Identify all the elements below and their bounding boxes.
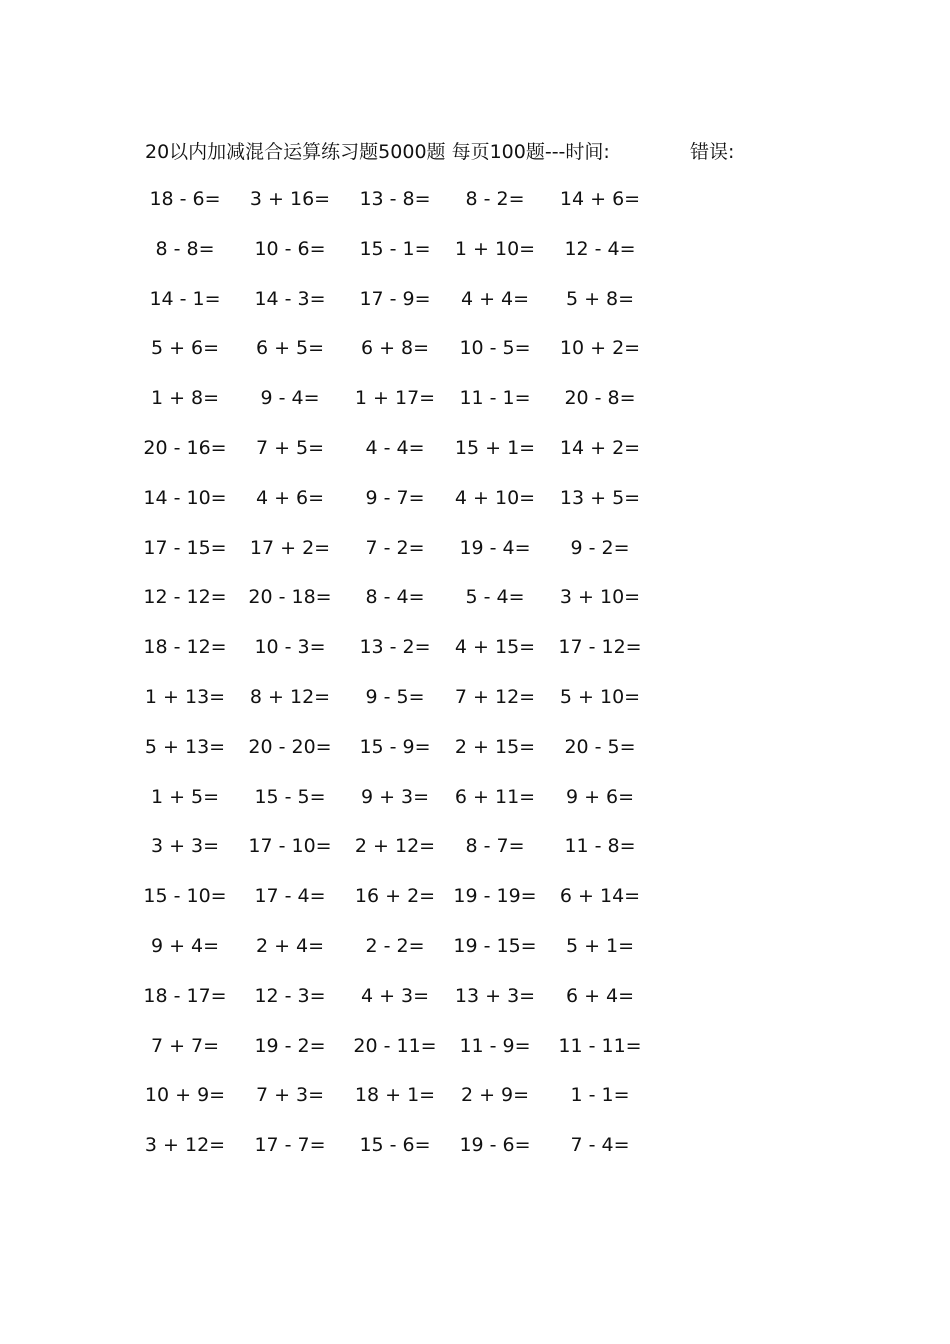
- problem-cell: 19 - 6=: [459, 1134, 531, 1157]
- problem-row: [145, 1081, 665, 1131]
- problem-row: [145, 1131, 665, 1181]
- problem-cell: 13 + 5=: [559, 486, 641, 509]
- problem-cell: 4 + 15=: [454, 636, 536, 659]
- problem-cell: 8 - 7=: [465, 835, 525, 858]
- problem-row: [145, 484, 665, 534]
- problem-row: [145, 932, 665, 982]
- problem-row: [145, 1032, 665, 1082]
- problem-cell: 7 - 4=: [570, 1134, 630, 1157]
- problem-cell: 6 + 4=: [565, 984, 635, 1007]
- problem-cell: 12 - 4=: [564, 237, 636, 260]
- problem-row: [145, 534, 665, 584]
- problem-cell: 15 + 1=: [454, 436, 536, 459]
- problem-cell: 20 - 16=: [143, 436, 227, 459]
- problem-cell: 14 - 3=: [254, 287, 326, 310]
- problem-cell: 8 - 2=: [465, 188, 525, 210]
- problem-row: [145, 285, 665, 335]
- problem-cell: 11 - 1=: [459, 387, 531, 410]
- problem-row: [145, 832, 665, 882]
- problem-row: [145, 783, 665, 833]
- problem-cell: 10 + 9=: [144, 1084, 226, 1107]
- problem-cell: 5 + 6=: [150, 337, 220, 360]
- problem-cell: 11 - 8=: [564, 835, 636, 858]
- problem-cell: 10 - 3=: [254, 636, 326, 659]
- problem-cell: 6 + 8=: [360, 337, 430, 360]
- problem-row: [145, 633, 665, 683]
- problem-cell: 9 + 6=: [565, 785, 635, 808]
- problem-cell: 15 - 6=: [359, 1134, 431, 1157]
- problem-cell: 17 + 2=: [249, 536, 331, 559]
- problem-cell: 14 + 2=: [559, 436, 641, 459]
- problem-cell: 10 - 5=: [459, 337, 531, 360]
- problem-cell: 10 + 2=: [559, 337, 641, 360]
- problem-cell: 17 - 15=: [143, 536, 227, 559]
- problem-cell: 7 + 5=: [255, 436, 325, 459]
- problem-cell: 9 - 2=: [570, 536, 630, 559]
- problem-row: [145, 583, 665, 633]
- problem-cell: 1 + 10=: [454, 237, 536, 260]
- problem-cell: 18 - 17=: [143, 984, 227, 1007]
- problem-cell: 9 - 4=: [260, 387, 320, 410]
- problem-cell: 3 + 10=: [559, 586, 641, 609]
- worksheet-title: 20以内加减混合运算练习题5000题 每页100题---时间:: [145, 141, 610, 163]
- problem-row: [145, 235, 665, 285]
- problem-cell: 7 - 2=: [365, 536, 425, 559]
- problem-cell: 7 + 3=: [255, 1084, 325, 1107]
- problem-cell: 20 - 8=: [564, 387, 636, 410]
- worksheet-header: [145, 137, 735, 164]
- problem-row: [145, 434, 665, 484]
- problem-cell: 18 - 12=: [143, 636, 227, 659]
- problem-cell: 19 - 15=: [453, 934, 537, 957]
- problem-cell: 1 - 1=: [570, 1084, 630, 1107]
- problem-cell: 3 + 16=: [249, 188, 331, 210]
- problem-cell: 4 + 4=: [460, 287, 530, 310]
- problem-cell: 18 + 1=: [354, 1084, 436, 1107]
- problem-cell: 9 - 7=: [365, 486, 425, 509]
- problem-cell: 9 + 3=: [360, 785, 430, 808]
- problem-row: [145, 384, 665, 434]
- problem-cell: 3 + 12=: [144, 1134, 226, 1157]
- problem-cell: 6 + 5=: [255, 337, 325, 360]
- problem-cell: 2 + 9=: [460, 1084, 530, 1107]
- problem-cell: 17 - 9=: [359, 287, 431, 310]
- problem-cell: 6 + 11=: [454, 785, 536, 808]
- problem-cell: 4 + 10=: [454, 486, 536, 509]
- problem-cell: 14 - 1=: [149, 287, 221, 310]
- problem-cell: 7 + 12=: [454, 685, 536, 708]
- problem-cell: 5 + 8=: [565, 287, 635, 310]
- problem-cell: 14 + 6=: [559, 188, 641, 210]
- problem-cell: 5 + 1=: [565, 934, 635, 957]
- problem-row: [145, 982, 665, 1032]
- problem-cell: 16 + 2=: [354, 885, 436, 908]
- problem-cell: 9 + 4=: [150, 934, 220, 957]
- problem-cell: 19 - 19=: [453, 885, 537, 908]
- problem-row: [145, 683, 665, 733]
- problem-cell: 15 - 1=: [359, 237, 431, 260]
- problem-cell: 11 - 11=: [558, 1034, 642, 1057]
- problem-cell: 5 + 13=: [144, 735, 226, 758]
- problem-cell: 2 + 12=: [354, 835, 436, 858]
- problem-cell: 20 - 11=: [353, 1034, 437, 1057]
- problem-cell: 19 - 2=: [254, 1034, 326, 1057]
- problem-cell: 11 - 9=: [459, 1034, 531, 1057]
- problem-cell: 18 - 6=: [149, 188, 221, 210]
- problem-cell: 12 - 3=: [254, 984, 326, 1007]
- problem-cell: 20 - 18=: [248, 586, 332, 609]
- problem-cell: 7 + 7=: [150, 1034, 220, 1057]
- problem-cell: 13 + 3=: [454, 984, 536, 1007]
- problem-cell: 10 - 6=: [254, 237, 326, 260]
- error-count-label: 错误:: [690, 141, 735, 163]
- problem-cell: 8 - 4=: [365, 586, 425, 609]
- problem-cell: 12 - 12=: [143, 586, 227, 609]
- problem-cell: 4 + 3=: [360, 984, 430, 1007]
- problem-cell: 6 + 14=: [559, 885, 641, 908]
- problem-cell: 17 - 12=: [558, 636, 642, 659]
- problem-cell: 19 - 4=: [459, 536, 531, 559]
- problem-cell: 9 - 5=: [365, 685, 425, 708]
- problem-cell: 15 - 9=: [359, 735, 431, 758]
- problem-cell: 13 - 8=: [359, 188, 431, 210]
- problem-cell: 17 - 4=: [254, 885, 326, 908]
- problem-cell: 1 + 8=: [150, 387, 220, 410]
- problem-row: [145, 185, 665, 235]
- problem-cell: 3 + 3=: [150, 835, 220, 858]
- problem-cell: 15 - 10=: [143, 885, 227, 908]
- problem-cell: 2 + 15=: [454, 735, 536, 758]
- problem-cell: 15 - 5=: [254, 785, 326, 808]
- problem-cell: 2 - 2=: [365, 934, 425, 957]
- problem-cell: 8 - 8=: [155, 237, 215, 260]
- problem-row: [145, 882, 665, 932]
- problem-cell: 20 - 5=: [564, 735, 636, 758]
- problem-cell: 1 + 17=: [354, 387, 436, 410]
- problem-cell: 14 - 10=: [143, 486, 227, 509]
- problem-cell: 13 - 2=: [359, 636, 431, 659]
- problem-cell: 20 - 20=: [248, 735, 332, 758]
- problem-cell: 17 - 10=: [248, 835, 332, 858]
- problem-row: [145, 334, 665, 384]
- problem-cell: 5 - 4=: [465, 586, 525, 609]
- problem-row: [145, 733, 665, 783]
- problem-cell: 4 - 4=: [365, 436, 425, 459]
- problem-grid: [145, 185, 665, 1181]
- problem-cell: 2 + 4=: [255, 934, 325, 957]
- problem-cell: 8 + 12=: [249, 685, 331, 708]
- problem-cell: 4 + 6=: [255, 486, 325, 509]
- problem-cell: 1 + 5=: [150, 785, 220, 808]
- problem-cell: 1 + 13=: [144, 685, 226, 708]
- problem-cell: 5 + 10=: [559, 685, 641, 708]
- problem-cell: 17 - 7=: [254, 1134, 326, 1157]
